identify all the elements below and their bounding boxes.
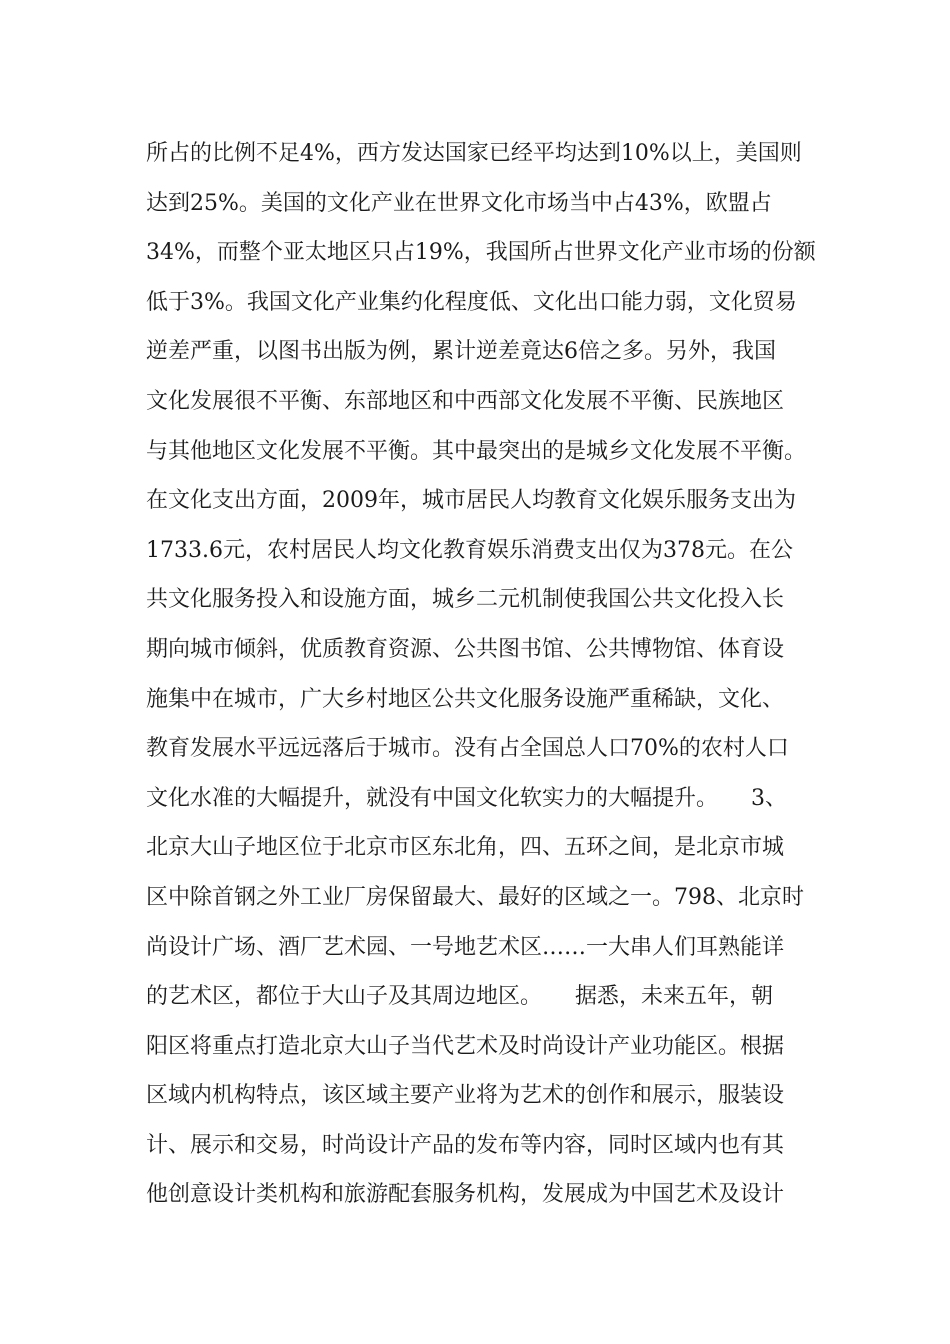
- text-line: 尚设计广场、酒厂艺术园、一号地艺术区……一大串人们耳熟能详: [146, 934, 785, 960]
- text-line: 计、展示和交易，时尚设计产品的发布等内容，同时区域内也有其: [146, 1132, 785, 1158]
- body-text: [146, 134, 846, 1225]
- text-line: 达到25%。美国的文化产业在世界文化市场当中占43%，欧盟占: [146, 190, 772, 216]
- text-line: 区域内机构特点，该区域主要产业将为艺术的创作和展示，服装设: [146, 1083, 785, 1109]
- text-line: 1733.6元，农村居民人均文化教育娱乐消费支出仅为378元。在公: [146, 537, 793, 563]
- text-line: 文化发展很不平衡、东部地区和中西部文化发展不平衡、民族地区: [146, 388, 785, 414]
- text-line: 阳区将重点打造北京大山子当代艺术及时尚设计产业功能区。根据: [146, 1033, 785, 1059]
- text-line: 期向城市倾斜，优质教育资源、公共图书馆、公共博物馆、体育设: [146, 636, 785, 662]
- text-line: 逆差严重，以图书出版为例，累计逆差竟达6倍之多。另外，我国: [146, 339, 776, 365]
- text-line: 区中除首钢之外工业厂房保留最大、最好的区域之一。798、北京时: [146, 884, 804, 910]
- text-line: 教育发展水平远远落后于城市。没有占全国总人口70%的农村人口: [146, 736, 789, 762]
- text-line: 的艺术区，都位于大山子及其周边地区。 据悉，未来五年，朝: [146, 984, 774, 1010]
- text-line: 北京大山子地区位于北京市区东北角，四、五环之间，是北京市城: [146, 835, 785, 861]
- text-line: 施集中在城市，广大乡村地区公共文化服务设施严重稀缺，文化、: [146, 686, 785, 712]
- text-line: 他创意设计类机构和旅游配套服务机构，发展成为中国艺术及设计: [146, 1182, 785, 1208]
- text-line: 所占的比例不足4%，西方发达国家已经平均达到10%以上，美国则: [146, 141, 802, 166]
- text-line: 34%，而整个亚太地区只占19%，我国所占世界文化产业市场的份额: [146, 240, 816, 266]
- text-line: 与其他地区文化发展不平衡。其中最突出的是城乡文化发展不平衡。: [146, 438, 807, 464]
- text-line: 共文化服务投入和设施方面，城乡二元机制使我国公共文化投入长: [146, 587, 785, 613]
- text-line: 在文化支出方面，2009年，城市居民人均教育文化娱乐服务支出为: [146, 488, 796, 514]
- text-line: 文化水准的大幅提升，就没有中国文化软实力的大幅提升。 3、: [146, 785, 787, 811]
- text-line: 低于3%。我国文化产业集约化程度低、文化出口能力弱，文化贸易: [146, 289, 797, 315]
